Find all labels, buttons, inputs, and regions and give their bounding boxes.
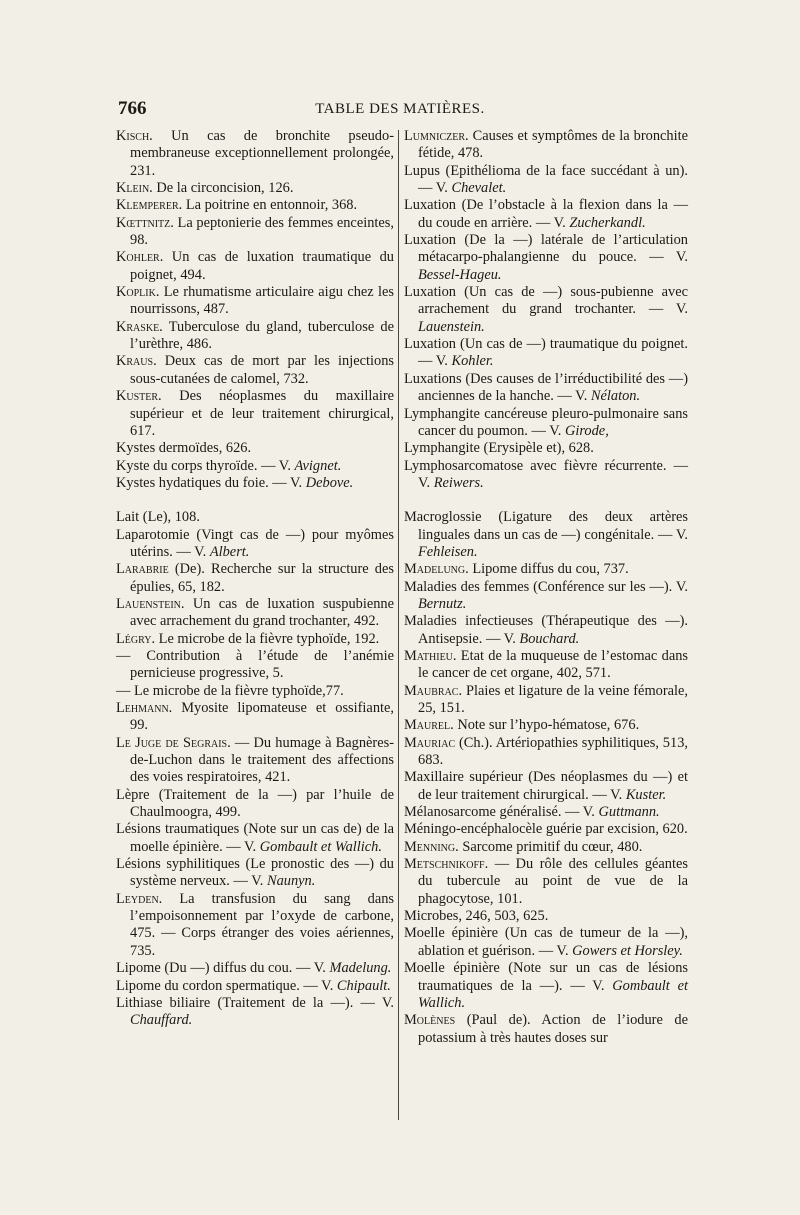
entry-text: Kystes dermoïdes, 626. [116, 440, 252, 457]
index-entry [116, 284, 394, 319]
entry-reference: Nélaton. [590, 388, 641, 405]
entry-reference: Albert. [209, 543, 250, 560]
entry-text: Maladies des femmes (Conférence sur les —). V. [404, 578, 688, 595]
index-entry [116, 700, 394, 735]
index-entry [404, 458, 688, 493]
index-entry [404, 735, 688, 770]
entry-text: Un cas de luxation traumatique du poignet, 494. [130, 249, 394, 283]
index-entry [404, 960, 688, 1012]
index-entry [404, 613, 688, 648]
entry-text: Lipome du cordon spermatique. — V. [116, 977, 337, 994]
index-entry [116, 458, 394, 475]
entry-text: Maxillaire supérieur (Des néoplasmes du —) et de leur traitement chirurgical. — V. [404, 769, 688, 803]
index-entry [116, 596, 394, 631]
index-entry [116, 683, 394, 700]
entry-text: Laparotomie (Vingt cas de —) pour myômes utérins. — V. [116, 526, 394, 560]
index-entry [404, 839, 688, 856]
entry-text: Tuberculose du gland, tuberculose de l’urèthre, 486. [130, 318, 394, 353]
entry-reference: Kohler. [451, 353, 494, 370]
entry-reference: Gombault et Wallich. [259, 838, 382, 855]
index-entry [404, 336, 688, 371]
index-entry [116, 960, 394, 977]
index-entry [404, 856, 688, 908]
index-entry [116, 319, 394, 354]
index-column-left [116, 128, 394, 1030]
entry-author: Maubrac. [404, 682, 463, 699]
entry-reference: Debove. [305, 474, 354, 491]
entry-text: — Du humage à Bagnères-de-Luchon dans le traitement des affections des voies respiratoires, 421. [130, 734, 394, 786]
entry-text: Lait (Le), 108. [116, 509, 200, 526]
entry-author: Mathieu. [404, 647, 457, 664]
entry-author: Leyden. [116, 890, 163, 907]
index-entry [116, 180, 394, 197]
entry-text: Macroglossie (Ligature des deux artères linguales dans un cas de —) congénitale. — V. [404, 509, 688, 543]
entry-text: Lupus (Epithélioma de la face succédant à un). — V. [404, 162, 688, 197]
index-entry [404, 683, 688, 718]
entry-text: Un cas de luxation suspubienne avec arrachement du grand trochanter, 492. [130, 595, 394, 630]
index-entry [116, 509, 394, 526]
entry-reference: Guttmann. [598, 804, 660, 821]
entry-author: Klemperer. [116, 197, 183, 214]
entry-author: Larabrie [116, 561, 169, 578]
entry-text: Deux cas de mort par les injections sous-cutanées de calomel, 732. [130, 353, 394, 387]
index-entry [116, 440, 394, 457]
entry-text: — Contribution à l’étude de l’anémie pernicieuse progressive, 5. [116, 647, 394, 682]
entry-text: Le microbe de la fièvre typhoïde, 192. [155, 630, 380, 647]
index-entry [404, 579, 688, 614]
index-entry [404, 925, 688, 960]
index-entry [404, 509, 688, 561]
index-entry [404, 561, 688, 578]
entry-text: Lèpre (Traitement de la —) par l’huile de Chaulmoogra, 499. [116, 786, 394, 821]
index-column-right [404, 128, 688, 1047]
index-entry [116, 978, 394, 995]
index-entry [404, 769, 688, 804]
entry-author: Légry. [116, 630, 156, 647]
entry-text: Maladies infectieuses (Thérapeutique des —). Antisepsie. — V. [404, 613, 688, 647]
entry-text: Microbes, 246, 503, 625. [404, 908, 549, 925]
entry-author: Kisch. [116, 128, 153, 144]
entry-author: Madelung. [404, 561, 469, 578]
entry-text: Des néoplasmes du maxillaire supérieur et de leur traitement chirurgical, 617. [130, 388, 394, 439]
entry-text: Moelle épinière (Un cas de tumeur de la —), ablation et guérison. — V. [404, 925, 688, 959]
section-gap [116, 492, 394, 509]
entry-reference: Kuster. [625, 786, 667, 803]
entry-text: Luxation (Un cas de —) traumatique du poignet. — V. [404, 336, 688, 370]
entry-text: Kyste du corps thyroïde. — V. [116, 457, 295, 474]
entry-text: Méningo-encéphalocèle guérie par excision, 620. [404, 821, 688, 838]
entry-reference: Chauffard. [130, 1012, 193, 1029]
entry-text: Plaies et ligature de la veine fémorale, 25, 151. [418, 682, 688, 716]
index-entry [404, 128, 688, 163]
entry-reference: Gombault et Wallich. [418, 977, 688, 1011]
entry-reference: Naunyn. [266, 873, 316, 890]
entry-author: Kœttnitz. [116, 214, 174, 231]
index-entry [404, 406, 688, 441]
entry-author: Lauenstein. [116, 595, 185, 612]
entry-text: Myosite lipomateuse et ossifiante, 99. [130, 700, 394, 734]
entry-text: Note sur l’hypo-hématose, 676. [453, 717, 640, 734]
index-entry [116, 353, 394, 388]
entry-text: Lipome diffus du cou, 737. [468, 561, 629, 578]
column-divider [398, 130, 399, 1120]
entry-text: Un cas de bronchite pseudo-membraneuse exceptionnellement prolongée, 231. [130, 128, 394, 179]
entry-text: (Paul de). Action de l’iodure de potassium à très hautes doses sur [418, 1012, 688, 1046]
index-entry [116, 631, 394, 648]
entry-text: Luxation (De la —) latérale de l’articulation métacarpo-phalangienne du pouce. — V. [404, 232, 688, 266]
entry-reference: Chipault. [336, 977, 391, 994]
entry-reference: Madelung. [329, 960, 392, 977]
entry-text: Mélanosarcome généralisé. — V. [404, 804, 599, 821]
entry-text: La transfusion du sang dans l’empoisonnement par l’oxyde de carbone, 475. — Corps étranger des voies aériennes, 735. [130, 890, 394, 959]
index-entry [116, 527, 394, 562]
entry-text: Causes et symptômes de la bronchite fétide, 478. [418, 128, 688, 162]
index-entry [116, 249, 394, 284]
entry-text: — Le microbe de la fièvre typhoïde,77. [116, 682, 344, 699]
entry-author: Molènes [404, 1012, 456, 1029]
entry-reference: Bessel-Hageu. [418, 266, 502, 283]
entry-reference: Reiwers. [433, 474, 484, 491]
entry-reference: Chevalet. [451, 180, 507, 197]
entry-author: Lumniczer. [404, 128, 469, 144]
entry-text: Lésions syphilitiques (Le pronostic des —) du système nerveux. — V. [116, 856, 394, 890]
entry-author: Maurel. [404, 717, 454, 734]
index-entry [116, 891, 394, 960]
index-entry [116, 856, 394, 891]
entry-text: Lymphangite (Erysipèle et), 628. [404, 440, 594, 457]
index-entry [116, 821, 394, 856]
entry-text: Luxation (De l’obstacle à la flexion dans la — du coude en arrière. — V. [404, 197, 688, 231]
index-entry [116, 735, 394, 787]
index-entry [116, 995, 394, 1030]
index-entry [404, 717, 688, 734]
index-entry [404, 908, 688, 925]
entry-author: Metschnikoff. [404, 856, 489, 873]
entry-text: Moelle épinière (Note sur un cas de lésions traumatiques de la —). — V. [404, 960, 688, 994]
entry-author: Kraus. [116, 353, 157, 370]
index-entry [404, 804, 688, 821]
entry-text: De la circoncision, 126. [152, 180, 294, 197]
entry-author: Le Juge de Segrais. [116, 734, 231, 751]
entry-reference: Fehleisen. [418, 543, 478, 560]
index-entry [116, 215, 394, 250]
index-entry [404, 821, 688, 838]
index-entry [116, 388, 394, 440]
index-entry [116, 787, 394, 822]
entry-author: Koplik. [116, 284, 160, 301]
entry-author: Lehmann. [116, 700, 173, 716]
entry-author: Kohler. [116, 249, 164, 266]
entry-reference: Girode, [564, 422, 609, 439]
entry-author: Kraske. [116, 318, 163, 335]
entry-reference: Bouchard. [519, 630, 580, 647]
entry-text: Sarcome primitif du cœur, 480. [458, 838, 643, 855]
index-entry [116, 648, 394, 683]
entry-author: Mauriac [404, 734, 456, 751]
entry-text: Luxations (Des causes de l’irréductibilité des —) anciennes de la hanche. — V. [404, 370, 688, 405]
section-gap [404, 492, 688, 509]
entry-text: Le rhumatisme articulaire aigu chez les nourrissons, 487. [130, 284, 394, 318]
entry-author: Kuster. [116, 388, 162, 405]
entry-text: Lymphosarcomatose avec fièvre récurrente. — V. [404, 457, 688, 491]
index-entry [404, 284, 688, 336]
entry-text: Etat de la muqueuse de l’estomac dans le cancer de cet organe, 402, 571. [418, 647, 688, 682]
index-entry [404, 1012, 688, 1047]
index-entry [404, 197, 688, 232]
index-entry [116, 197, 394, 214]
entry-text: Lymphangite cancéreuse pleuro-pulmonaire sans cancer du poumon. — V. [404, 405, 688, 439]
entry-text: — Du rôle des cellules géantes du tubercule au point de vue de la phagocytose, 101. [418, 856, 688, 907]
index-entry [404, 232, 688, 284]
index-entry [116, 128, 394, 180]
entry-reference: Zucherkandl. [569, 214, 646, 231]
entry-text: La peptonierie des femmes enceintes, 98. [130, 214, 394, 249]
entry-text: Lésions traumatiques (Note sur un cas de) de la moelle épinière. — V. [116, 821, 394, 855]
running-title: TABLE DES MATIÈRES. [315, 101, 485, 117]
entry-text: Luxation (Un cas de —) sous-pubienne avec arrachement du grand trochanter. — V. [404, 284, 688, 318]
entry-author: Menning. [404, 838, 459, 855]
index-entry [116, 475, 394, 492]
entry-reference: Bernutz. [418, 595, 467, 612]
entry-text: (Ch.). Artériopathies syphilitiques, 513, 683. [418, 734, 688, 769]
index-entry [404, 648, 688, 683]
entry-reference: Avignet. [294, 457, 342, 474]
index-entry [404, 163, 688, 198]
entry-author: Klein. [116, 180, 153, 197]
entry-reference: Gowers et Horsley. [572, 942, 683, 959]
index-entry [116, 561, 394, 596]
entry-text: Lithiase biliaire (Traitement de la —). — V. [116, 994, 394, 1011]
page-header [110, 98, 690, 122]
index-entry [404, 440, 688, 457]
entry-text: Kystes hydatiques du foie. — V. [116, 474, 306, 491]
page-number: 766 [118, 98, 147, 119]
entry-reference: Lauenstein. [418, 318, 485, 335]
entry-text: (De). Recherche sur la structure des épulies, 65, 182. [130, 561, 394, 595]
entry-text: Lipome (Du —) diffus du cou. — V. [116, 960, 330, 977]
index-entry [404, 371, 688, 406]
entry-text: La poitrine en entonnoir, 368. [182, 197, 358, 214]
